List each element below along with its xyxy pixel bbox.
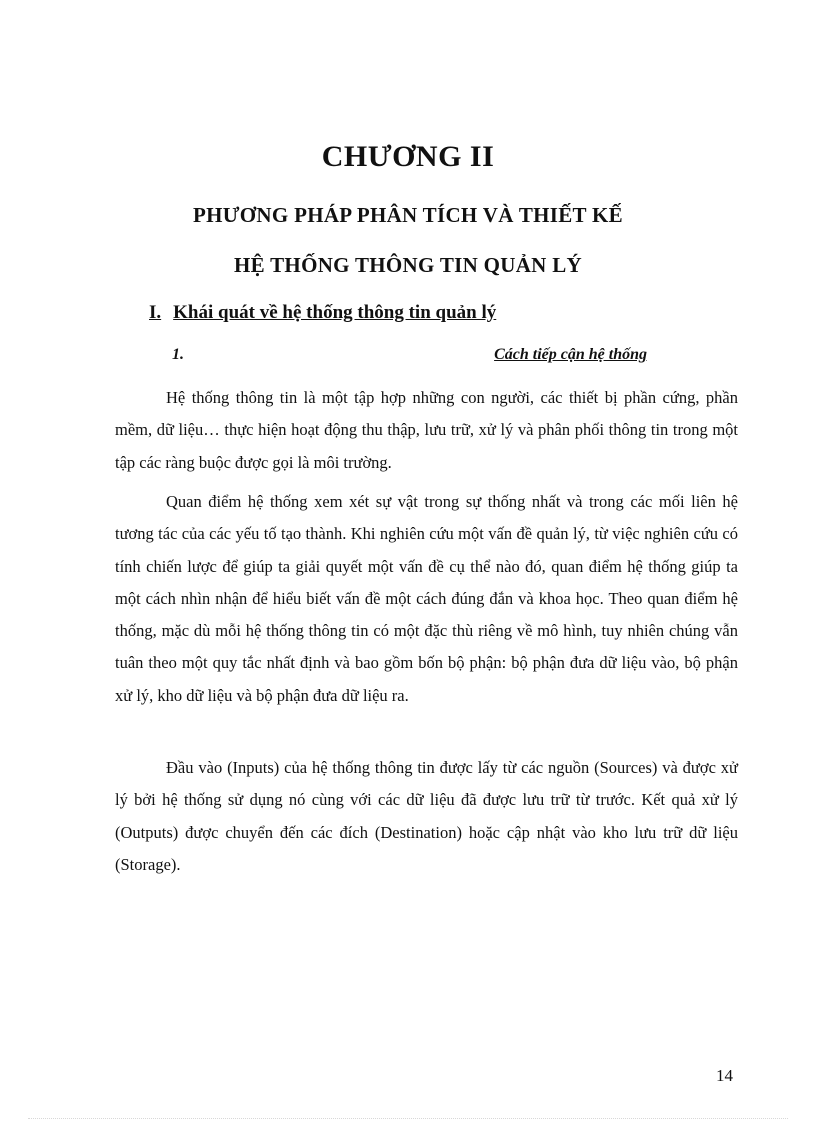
subsection-number: 1. xyxy=(172,346,184,363)
page-bottom-divider xyxy=(28,1118,788,1119)
chapter-title: CHƯƠNG II xyxy=(321,140,495,173)
chapter-subtitle-line-1: PHƯƠNG PHÁP PHÂN TÍCH VÀ THIẾT KẾ xyxy=(193,203,623,227)
section-heading xyxy=(149,302,496,324)
section-number: I. xyxy=(149,302,162,323)
subsection-heading xyxy=(172,346,647,368)
section-title: Khái quát về hệ thống thông tin quản lý xyxy=(173,302,497,323)
paragraph-3: Đầu vào (Inputs) của hệ thống thông tin được lấy từ các nguồn (Sources) và được xử lý bởi hệ thống sử dụng nó cùng với các dữ liệu đã được lưu trữ từ trước. Kết quả xử lý (Outputs) được chuyển đến các đích (Destination) hoặc cập nhật vào kho lưu trữ dữ liệu (Storage). xyxy=(115,758,738,874)
paragraph-2: Quan điểm hệ thống xem xét sự vật trong sự thống nhất và trong các mối liên hệ tương tác của các yếu tố tạo thành. Khi nghiên cứu một vấn đề quản lý, từ việc nghiên cứu có tính chiến lược để giúp ta giải quyết một vấn đề cụ thể nào đó, quan điểm hệ thống giúp ta một cách nhìn nhận để hiểu biết vấn đề một cách đúng đắn và khoa học. Theo quan điểm hệ thống, mặc dù mỗi hệ thống thông tin có một đặc thù riêng về mô hình, tuy nhiên chúng vẫn tuân theo một quy tắc nhất định và bao gồm bốn bộ phận: bộ phận đưa dữ liệu vào, bộ phận xử lý, kho dữ liệu và bộ phận đưa dữ liệu ra. xyxy=(115,492,738,705)
paragraph-1: Hệ thống thông tin là một tập hợp những con người, các thiết bị phần cứng, phần mềm, dữ liệu… thực hiện hoạt động thu thập, lưu trữ, xử lý và phân phối thông tin trong một tập các ràng buộc được gọi là môi trường. xyxy=(115,388,738,472)
subsection-title: Cách tiếp cận hệ thống xyxy=(494,346,647,363)
chapter-subtitle-line-2: HỆ THỐNG THÔNG TIN QUẢN LÝ xyxy=(234,253,582,277)
page-number: 14 xyxy=(716,1066,733,1085)
